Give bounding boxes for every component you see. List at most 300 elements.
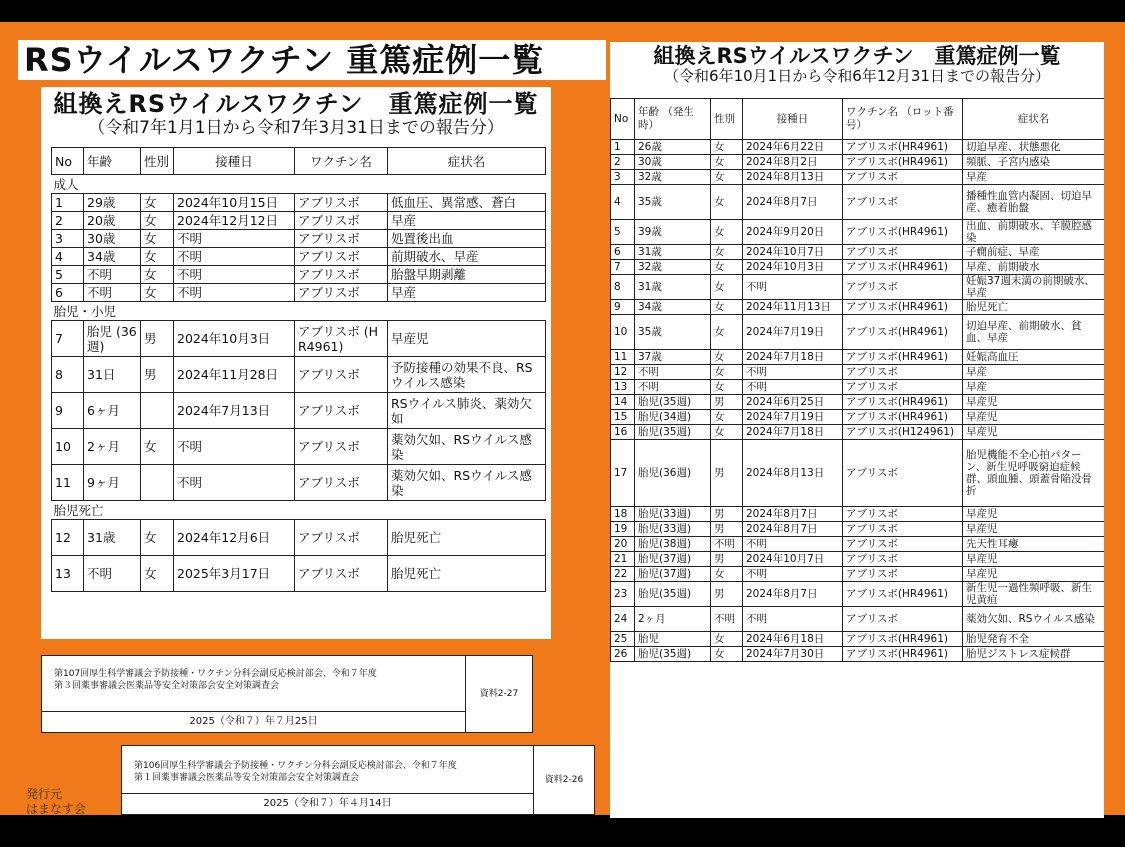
table-cell: 女 [711,185,743,220]
table-cell: 9 [52,393,84,429]
source-line-2: 第３回薬事審議会医薬品等安全対策部会安全対策調査会 [54,681,280,691]
table-cell: 5 [611,220,635,245]
table-row [52,429,546,465]
table-cell: 妊娠37週未満の前期破水、早産 [963,275,1105,300]
table-cell: 23 [611,582,635,607]
source-citation-2 [121,745,595,815]
table-cell: 早産児 [963,552,1105,567]
column-header: ワクチン名 [295,148,388,175]
right-panel-heading [610,42,1104,98]
table-cell: 8 [611,275,635,300]
table-cell: 2024年10月7日 [743,552,843,567]
table-cell: 不明 [174,266,295,284]
table-cell: 2024年6月22日 [743,140,843,155]
table-row [611,582,1105,607]
right-panel-title: 組換えRSウイルスワクチン 重篤症例一覧 [653,44,1061,68]
table-row [611,350,1105,365]
table-cell: 1 [52,194,84,212]
table-cell: 2024年7月19日 [743,410,843,425]
table-cell: アブリスボ [843,275,963,300]
table-cell: アブリスボ [295,248,388,266]
table-cell: 11 [52,465,84,501]
publisher-label: 発行元 [26,787,63,801]
column-header: No [611,99,635,140]
table-cell: 女 [711,365,743,380]
table-cell: 女 [711,647,743,662]
source-reference: 資料2-27 [479,689,519,699]
table-cell: 女 [711,410,743,425]
table-cell: 6 [52,284,84,302]
table-row [52,556,546,592]
table-cell: 2024年8月7日 [743,507,843,522]
table-cell: 不明 [743,380,843,395]
column-header: ワクチン名 （ロット番号） [843,99,963,140]
table-cell: 早産児 [963,425,1105,440]
table-cell: 12 [52,520,84,556]
table-cell: 不明 [743,607,843,632]
table-cell: アブリスボ [843,607,963,632]
table-cell: 男 [711,522,743,537]
table-cell: 2024年7月18日 [743,425,843,440]
table-cell: 32歳 [635,260,711,275]
right-table-body [611,140,1105,662]
table-cell: 女 [141,266,174,284]
table-row [611,365,1105,380]
table-cell: 不明 [84,284,141,302]
table-row [52,230,546,248]
table-cell: 薬効欠如、RSウイルス感染 [963,607,1105,632]
table-cell: 21 [611,552,635,567]
table-cell: 9ヶ月 [84,465,141,501]
table-cell: 女 [711,425,743,440]
source-lines [54,668,459,692]
table-cell: 女 [711,350,743,365]
table-cell: 20 [611,537,635,552]
table-cell: アブリスボ [295,393,388,429]
table-cell: 不明 [84,556,141,592]
table-cell: 35歳 [635,185,711,220]
table-cell: 胎児(35週) [635,582,711,607]
table-row [611,632,1105,647]
table-cell: 女 [711,260,743,275]
table-cell: 前期破水、早産 [388,248,546,266]
source-date: 2025（令和７）年４月14日 [122,793,533,814]
table-cell: 男 [141,321,174,357]
table-cell: 早産児 [963,507,1105,522]
table-header-row [611,99,1105,140]
table-cell: 男 [141,357,174,393]
table-cell: 10 [52,429,84,465]
table-cell: アブリスボ [295,465,388,501]
section-label: 成人 [53,176,79,192]
table-cell: 30歳 [84,230,141,248]
column-header: 性別 [141,148,174,175]
table-cell: アブリスボ [295,429,388,465]
table-cell: 2024年8月7日 [743,582,843,607]
table-row [611,170,1105,185]
table-cell: 不明 [84,266,141,284]
table-cell: 胎盤早期剥離 [388,266,546,284]
table-cell: アブリスボ(HR4961) [843,220,963,245]
table-cell: 胎児死亡 [388,556,546,592]
table-cell: 22 [611,567,635,582]
table-row [611,410,1105,425]
table-cell: 26 [611,647,635,662]
table-cell: 13 [52,556,84,592]
table-row [611,260,1105,275]
table-cell: 6 [611,245,635,260]
left-case-panel [41,87,551,639]
table-cell: 胎児(35週) [635,647,711,662]
table-cell: 不明 [174,284,295,302]
table-cell: 薬効欠如、RSウイルス感染 [388,429,546,465]
source-main [122,746,534,814]
table-cell: 14 [611,395,635,410]
publisher-name: はまなす会 [26,802,87,816]
table-cell: 早産児 [963,567,1105,582]
table-cell: RSウイルス肺炎、薬効欠如 [388,393,546,429]
table-row [611,275,1105,300]
table-cell: 女 [711,300,743,315]
source-main [42,656,466,732]
table-cell: 男 [711,395,743,410]
table-cell: 胎児(38週) [635,537,711,552]
table-cell: 2024年10月3日 [743,260,843,275]
table-cell: 女 [711,220,743,245]
table-cell: 34歳 [635,300,711,315]
table-cell: 不明 [174,230,295,248]
table-row [611,537,1105,552]
table-cell: 37歳 [635,350,711,365]
table-row [611,140,1105,155]
table-cell: 31歳 [84,520,141,556]
section-header-row [52,302,546,321]
table-cell: 女 [141,284,174,302]
table-cell: 13 [611,380,635,395]
table-cell: アブリスボ [295,520,388,556]
table-cell: 不明 [635,365,711,380]
table-cell: アブリスボ [843,245,963,260]
table-cell: 胎児ジストレス症候群 [963,647,1105,662]
table-cell: 胎児(37週) [635,552,711,567]
source-citation-1 [41,655,533,733]
table-cell: 3 [52,230,84,248]
table-cell: 1 [611,140,635,155]
table-cell: 男 [711,582,743,607]
table-cell: 不明 [743,365,843,380]
table-cell: 2ヶ月 [635,607,711,632]
table-row [611,395,1105,410]
table-cell: 女 [711,315,743,350]
table-cell: アブリスボ [843,380,963,395]
table-cell: 女 [141,556,174,592]
table-cell: 2024年10月15日 [174,194,295,212]
table-cell: 2024年8月7日 [743,185,843,220]
source-lines [134,760,527,784]
table-cell: 2025年3月17日 [174,556,295,592]
main-title: RSウイルスワクチン 重篤症例一覧 [18,40,606,80]
table-cell: 早産 [963,170,1105,185]
table-cell: 胎児(35週) [635,425,711,440]
table-cell: 7 [52,321,84,357]
table-cell: 10 [611,315,635,350]
table-cell: 早産児 [963,395,1105,410]
table-cell: アブリスボ(HR4961) [843,155,963,170]
table-row [611,425,1105,440]
table-cell: 頻脈、子宮内感染 [963,155,1105,170]
table-cell: 女 [711,275,743,300]
table-cell: アブリスボ(HR4961) [843,582,963,607]
table-cell: 31歳 [635,245,711,260]
table-row [52,321,546,357]
table-cell: 胎児(33週) [635,507,711,522]
column-header: 接種日 [174,148,295,175]
table-row [611,315,1105,350]
table-cell: アブリスボ (HR4961) [295,321,388,357]
table-cell: 切迫早産、状態悪化 [963,140,1105,155]
table-cell: 不明 [743,275,843,300]
table-cell: 不明 [174,429,295,465]
table-cell: 19 [611,522,635,537]
table-cell [141,393,174,429]
table-cell: 31日 [84,357,141,393]
table-cell: アブリスボ [295,556,388,592]
source-line-1: 第107回厚生科学審議会予防接種・ワクチン分科会副反応検討部会、令和７年度 [54,669,377,679]
right-case-table [610,98,1104,662]
column-header: 症状名 [963,99,1105,140]
left-panel-title: 組換えRSウイルスワクチン 重篤症例一覧 [53,90,539,118]
table-cell: 早産児 [963,522,1105,537]
table-cell: アブリスボ [843,185,963,220]
table-row [52,212,546,230]
table-cell: 32歳 [635,170,711,185]
table-cell: アブリスボ [843,552,963,567]
table-cell: 2024年11月13日 [743,300,843,315]
table-row [611,155,1105,170]
table-cell: 2024年8月2日 [743,155,843,170]
table-cell: 5 [52,266,84,284]
table-row [611,185,1105,220]
table-cell: 予防接種の効果不良、RSウイルス感染 [388,357,546,393]
table-cell: 24 [611,607,635,632]
table-row [611,380,1105,395]
table-cell: 胎児(35週) [635,395,711,410]
table-row [52,266,546,284]
column-header: 性別 [711,99,743,140]
table-cell: 17 [611,440,635,507]
table-cell: 早産児 [388,321,546,357]
table-cell: 2024年12月12日 [174,212,295,230]
table-cell: 20歳 [84,212,141,230]
table-cell: 2024年7月30日 [743,647,843,662]
table-cell: 播種性血管内凝固、切迫早産、癒着胎盤 [963,185,1105,220]
table-cell: 男 [711,440,743,507]
table-row [52,465,546,501]
table-cell: 16 [611,425,635,440]
table-cell: 胎児発育不全 [963,632,1105,647]
table-cell: 早産 [388,212,546,230]
table-cell: アブリスボ [295,230,388,248]
table-cell: アブリスボ [843,537,963,552]
table-cell: 胎児 (36週) [84,321,141,357]
table-cell: 薬効欠如、RSウイルス感染 [388,465,546,501]
table-cell: 不明 [635,380,711,395]
table-row [611,647,1105,662]
table-cell: アブリスボ(HR4961) [843,140,963,155]
table-cell: 39歳 [635,220,711,245]
column-header: 接種日 [743,99,843,140]
table-cell: アブリスボ [843,522,963,537]
table-cell: 胎児(36週) [635,440,711,507]
table-cell: 2024年8月13日 [743,440,843,507]
table-row [52,393,546,429]
table-cell: 女 [141,212,174,230]
table-cell: 女 [711,245,743,260]
table-row [611,300,1105,315]
table-cell: 女 [711,567,743,582]
table-cell: 2024年6月18日 [743,632,843,647]
table-row [611,522,1105,537]
table-cell: 35歳 [635,315,711,350]
table-row [611,220,1105,245]
table-cell: 女 [141,230,174,248]
table-cell: 26歳 [635,140,711,155]
table-cell: 女 [141,520,174,556]
table-cell: 男 [711,552,743,567]
table-cell: アブリスボ(HR4961) [843,647,963,662]
publisher [26,787,86,817]
table-cell: 早産児 [963,410,1105,425]
table-row [611,567,1105,582]
table-cell: アブリスボ [295,212,388,230]
table-header-row [52,148,546,175]
table-row [52,520,546,556]
table-cell: 女 [711,140,743,155]
table-cell: アブリスボ(HR4961) [843,315,963,350]
table-cell: 不明 [711,607,743,632]
source-line-1: 第106回厚生科学審議会予防接種・ワクチン分科会副反応検討部会、令和７年度 [134,761,457,771]
column-header: No [52,148,84,175]
table-cell: 2024年7月13日 [174,393,295,429]
table-cell: 胎児(33週) [635,522,711,537]
table-cell: 2024年10月3日 [174,321,295,357]
source-reference: 資料2-26 [544,775,584,785]
table-cell: 2024年12月6日 [174,520,295,556]
table-cell: 女 [711,380,743,395]
table-cell: 29歳 [84,194,141,212]
table-cell: 男 [711,507,743,522]
section-label: 胎児死亡 [53,502,104,518]
right-panel-period: （令和6年10月1日から令和6年12月31日までの報告分） [664,67,1050,86]
table-cell: 胎児機能不全心拍パターン、新生児呼吸窮迫症候群、頭血腫、頭蓋骨陥没骨折 [963,440,1105,507]
table-cell: アブリスボ [843,567,963,582]
table-cell: 30歳 [635,155,711,170]
table-cell: 子癇前症、早産 [963,245,1105,260]
table-cell: 11 [611,350,635,365]
table-row [611,245,1105,260]
table-cell: 早産 [388,284,546,302]
table-row [52,194,546,212]
table-cell: 34歳 [84,248,141,266]
table-cell: 胎児死亡 [388,520,546,556]
table-cell: 18 [611,507,635,522]
table-cell: 2024年8月7日 [743,522,843,537]
left-table-body [52,175,546,592]
table-cell: 2024年7月19日 [743,315,843,350]
table-cell: 出血、前期破水、羊膜腔感染 [963,220,1105,245]
table-cell: 8 [52,357,84,393]
table-cell: アブリスボ [843,365,963,380]
table-cell: アブリスボ [295,266,388,284]
table-cell: アブリスボ [843,507,963,522]
table-cell: アブリスボ [295,284,388,302]
left-case-table [51,147,546,592]
table-cell: 2024年9月20日 [743,220,843,245]
table-cell: 6ヶ月 [84,393,141,429]
table-cell: 切迫早産、前期破水、貧血、早産 [963,315,1105,350]
table-cell: 9 [611,300,635,315]
table-cell: 7 [611,260,635,275]
table-cell: 処置後出血 [388,230,546,248]
table-cell: 胎児 [635,632,711,647]
table-cell: 不明 [174,248,295,266]
table-cell: 2024年10月7日 [743,245,843,260]
table-cell: 低血圧、異常感、蒼白 [388,194,546,212]
table-cell: アブリスボ(HR4961) [843,350,963,365]
table-cell: アブリスボ [295,194,388,212]
table-cell: 妊娠高血圧 [963,350,1105,365]
table-cell: 2024年7月18日 [743,350,843,365]
table-cell: 不明 [743,567,843,582]
table-cell: 4 [611,185,635,220]
table-cell: 胎児(37週) [635,567,711,582]
table-cell: 4 [52,248,84,266]
table-row [52,248,546,266]
table-cell: アブリスボ [843,170,963,185]
table-row [611,607,1105,632]
table-cell: 女 [711,155,743,170]
column-header: 年齢 （発生時） [635,99,711,140]
section-header-row [52,175,546,194]
table-cell: 女 [141,248,174,266]
left-panel-period: （令和7年1月1日から令和7年3月31日までの報告分） [88,117,504,138]
table-cell: 胎児死亡 [963,300,1105,315]
left-panel-heading [41,87,551,147]
source-date: 2025（令和７）年７月25日 [42,711,465,732]
table-cell: 15 [611,410,635,425]
table-cell: 3 [611,170,635,185]
table-cell: 胎児(34週) [635,410,711,425]
column-header: 年齢 [84,148,141,175]
table-cell: 不明 [174,465,295,501]
table-cell: 2 [52,212,84,230]
table-cell: 2024年11月28日 [174,357,295,393]
table-cell: 女 [711,170,743,185]
table-row [611,440,1105,507]
column-header: 症状名 [388,148,546,175]
table-cell [141,465,174,501]
table-cell: アブリスボ(H124961) [843,425,963,440]
table-cell: 女 [141,429,174,465]
table-cell: アブリスボ(HR4961) [843,395,963,410]
table-cell: 2024年6月25日 [743,395,843,410]
table-cell: アブリスボ(HR4961) [843,300,963,315]
table-cell: 先天性耳瘻 [963,537,1105,552]
section-label: 胎児・小児 [53,303,117,319]
table-cell: アブリスボ(HR4961) [843,260,963,275]
table-cell: 12 [611,365,635,380]
table-cell: 早産、前期破水 [963,260,1105,275]
